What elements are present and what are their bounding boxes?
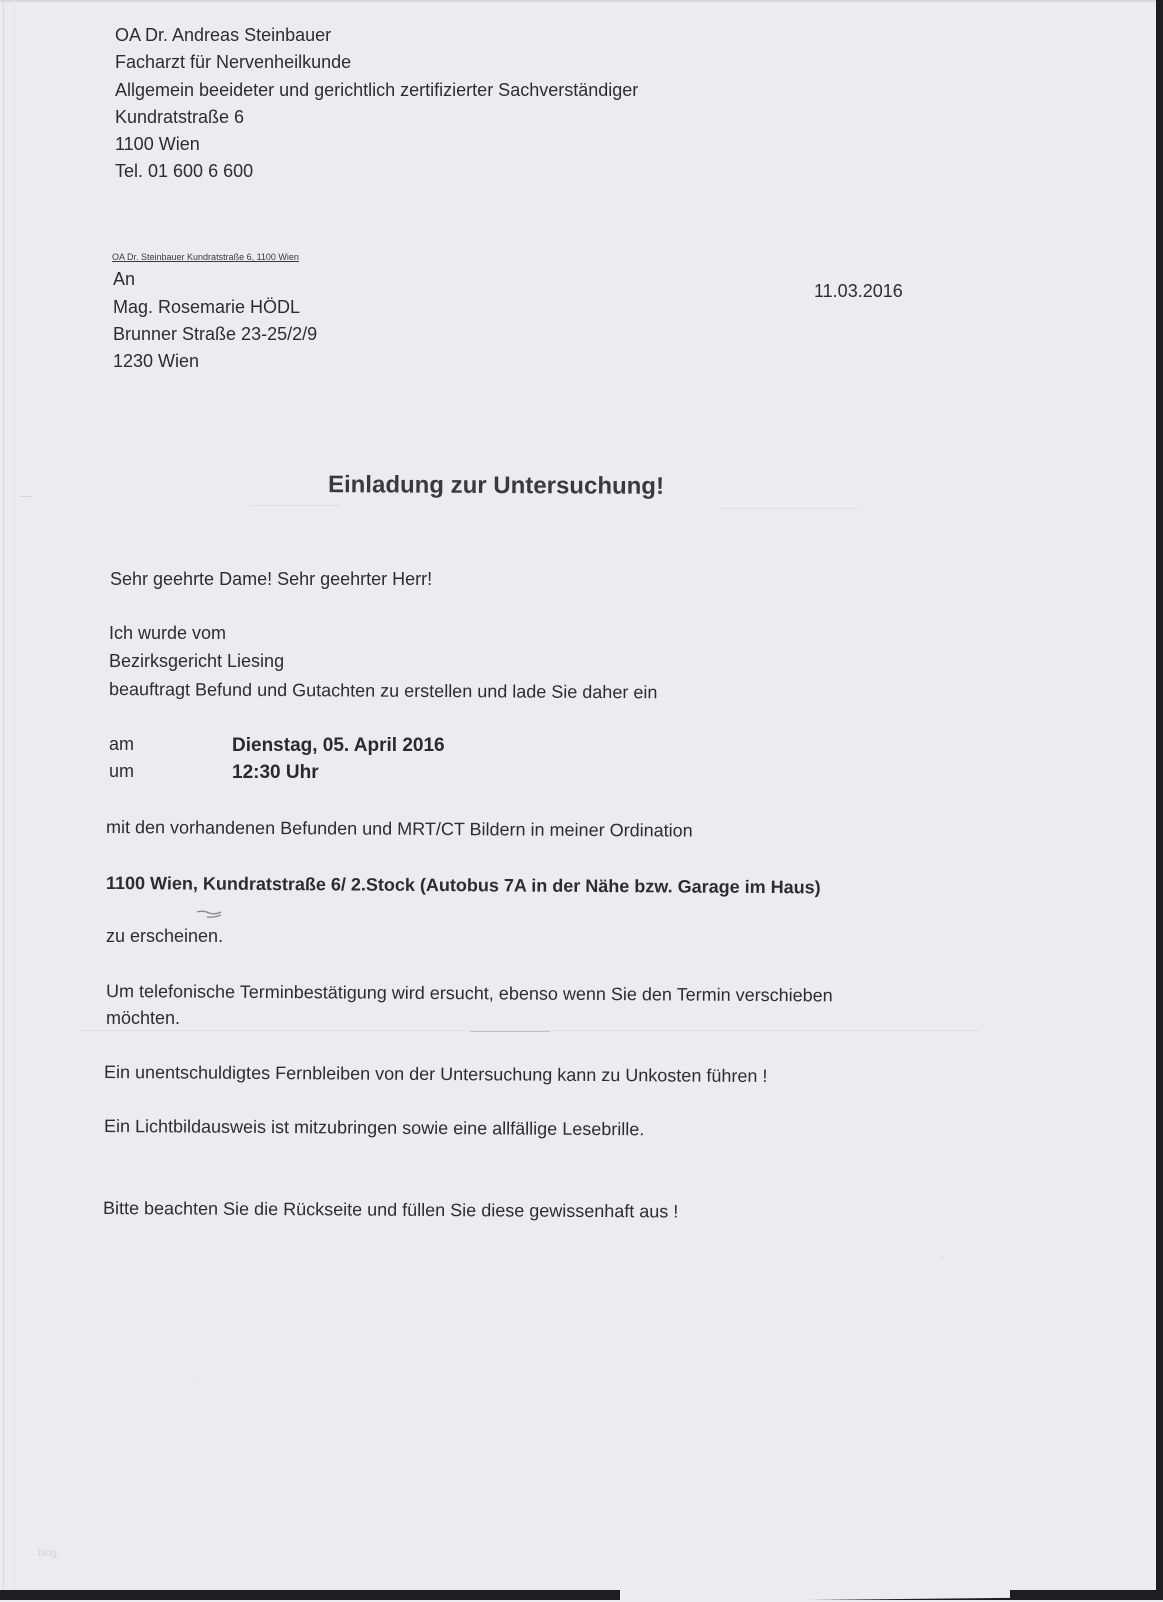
recipient-salutation: An xyxy=(113,269,136,289)
recipient-street: Brunner Straße 23-25/2/9 xyxy=(113,324,318,344)
sender-specialty: Facharzt für Nervenheilkunde xyxy=(115,52,352,72)
letter-title: Einladung zur Untersuchung! xyxy=(327,471,665,500)
recipient-city: 1230 Wien xyxy=(113,351,200,371)
scan-border-right xyxy=(1156,0,1163,1600)
letter-date: 11.03.2016 xyxy=(814,281,903,301)
appointment-time-value: 12:30 Uhr xyxy=(232,762,319,783)
appear-line: zu erscheinen. xyxy=(106,926,224,946)
intro-line-1: Ich wurde vom xyxy=(109,623,227,643)
practice-location: 1100 Wien, Kundratstraße 6/ 2.Stock (Autobus 7A in der Nähe bzw. Garage im Haus) xyxy=(105,873,821,898)
watermark: blog xyxy=(38,1548,57,1559)
scan-top-edge xyxy=(0,0,1156,2)
confirmation-line-1: Um telefonische Terminbestätigung wird ersucht, ebenso wenn Sie den Termin verschieben xyxy=(105,981,833,1006)
sender-name: OA Dr. Andreas Steinbauer xyxy=(115,25,332,45)
id-notice: Ein Lichtbildausweis ist mitzubringen sowie eine allfällige Lesebrille. xyxy=(103,1116,645,1140)
intro-line-2: Bezirksgericht Liesing xyxy=(109,651,285,671)
appointment-date-value: Dienstag, 05. April 2016 xyxy=(232,735,445,756)
absence-warning: Ein unentschuldigtes Fernbleiben von der Untersuchung kann zu Unkosten führen ! xyxy=(103,1062,768,1087)
sender-street: Kundratstraße 6 xyxy=(115,107,245,127)
scan-speck: ' xyxy=(942,1255,944,1265)
return-address: OA Dr. Steinbauer Kundratstraße 6, 1100 Wien xyxy=(112,252,299,262)
intro-line-3: beauftragt Befund und Gutachten zu erstellen und lade Sie daher ein xyxy=(108,679,658,703)
scan-left-edge xyxy=(3,0,15,1590)
scan-smudge-icon xyxy=(195,910,225,920)
scan-speck: · xyxy=(192,1373,195,1383)
appointment-time-label: um xyxy=(109,761,135,781)
confirmation-line-2: möchten. xyxy=(106,1008,181,1028)
backside-notice: Bitte beachten Sie die Rückseite und füllen Sie diese gewissenhaft aus ! xyxy=(102,1198,679,1222)
scan-artifact-line xyxy=(470,1031,550,1032)
scan-artifact-line xyxy=(250,505,340,506)
recipient-name: Mag. Rosemarie HÖDL xyxy=(113,297,301,317)
scan-artifact-line xyxy=(720,508,860,509)
scan-artifact-line xyxy=(20,496,32,497)
sender-qualification: Allgemein beeideter und gerichtlich zertifizierter Sachverständiger xyxy=(115,80,639,100)
bring-documents-line: mit den vorhandenen Befunden und MRT/CT Bildern in meiner Ordination xyxy=(105,817,693,841)
sender-city: 1100 Wien xyxy=(115,134,200,154)
greeting: Sehr geehrte Dame! Sehr geehrter Herr! xyxy=(110,569,433,589)
appointment-date-label: am xyxy=(109,734,135,754)
sender-phone: Tel. 01 600 6 600 xyxy=(115,161,254,181)
